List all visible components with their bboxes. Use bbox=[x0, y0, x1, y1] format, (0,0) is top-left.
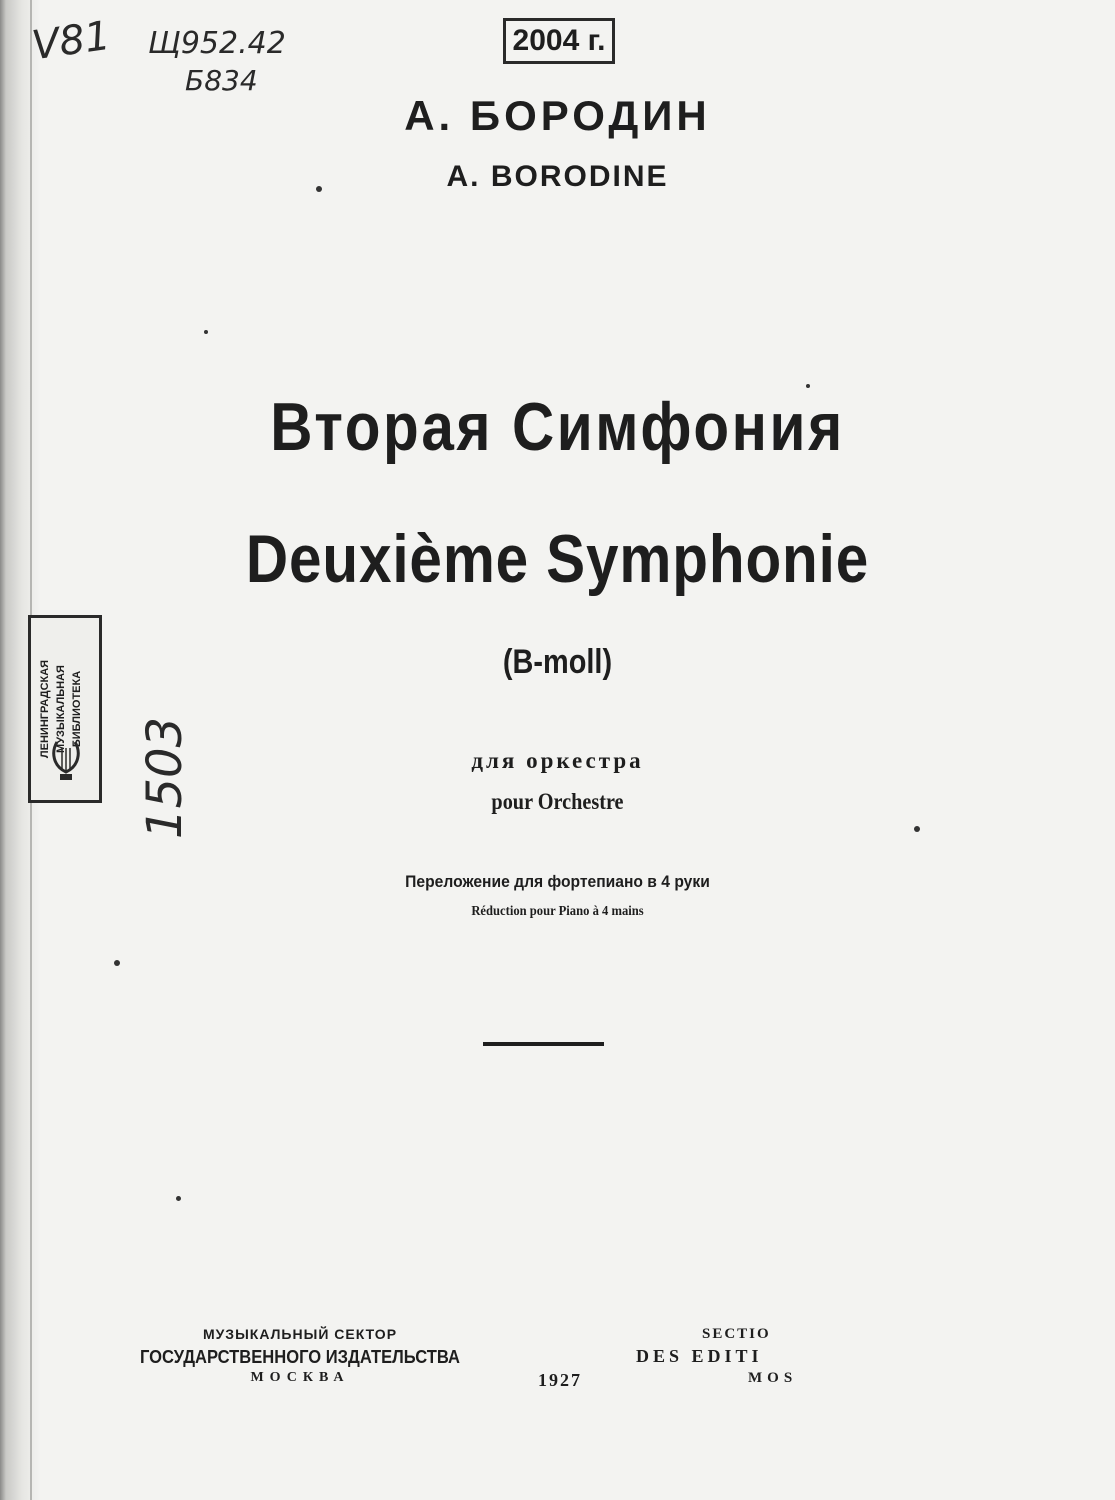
publisher-french-name: DES EDITI bbox=[636, 1346, 763, 1366]
paper-speck bbox=[806, 384, 810, 388]
torn-corner bbox=[788, 1290, 1115, 1500]
publisher-line: МУЗЫКАЛЬНЫЙ СЕКТОР bbox=[202, 1326, 398, 1342]
author-name-french: A. BORODINE bbox=[446, 160, 669, 193]
arrangement-french: Réduction pour Piano à 4 mains bbox=[471, 904, 644, 919]
handwritten-mark: V81 bbox=[29, 12, 114, 70]
key-signature: (B-moll) bbox=[502, 643, 613, 681]
paper-speck bbox=[914, 826, 920, 832]
library-stamp-line: БИБЛИОТЕКА bbox=[71, 670, 83, 748]
orchestration-russian: для оркестра bbox=[471, 748, 644, 773]
divider-rule bbox=[483, 1042, 604, 1046]
orchestration-french: pour Orchestre bbox=[491, 789, 624, 814]
arrangement-russian: Переложение для фортепиано в 4 руки bbox=[405, 872, 710, 891]
handwritten-shelf-mark: Щ952.42 bbox=[148, 26, 286, 61]
library-stamp-line: МУЗЫКАЛЬНАЯ bbox=[55, 665, 67, 753]
year-stamp: 2004 г. bbox=[503, 18, 615, 64]
paper-speck bbox=[316, 186, 322, 192]
publisher-name: ГОСУДАРСТВЕННОГО ИЗДАТЕЛЬСТВА bbox=[139, 1347, 460, 1367]
paper-speck bbox=[114, 960, 120, 966]
title-french: Deuxième Symphonie bbox=[245, 521, 870, 597]
paper-speck bbox=[176, 1196, 181, 1201]
publication-year: 1927 bbox=[538, 1370, 582, 1390]
publisher-french-line: SECTIO bbox=[702, 1326, 771, 1342]
library-stamp bbox=[28, 615, 102, 803]
handwritten-shelf-mark-2: Б834 bbox=[185, 64, 258, 97]
title-russian: Вторая Симфония bbox=[270, 389, 845, 465]
library-stamp-line: ЛЕНИНГРАДСКАЯ bbox=[39, 659, 51, 759]
handwritten-number: 1503 bbox=[137, 716, 194, 840]
author-name-russian: А. БОРОДИН bbox=[404, 92, 711, 139]
paper-speck bbox=[204, 330, 208, 334]
publisher-french-city: MOS bbox=[748, 1370, 798, 1386]
publisher-city: МОСКВА bbox=[250, 1370, 350, 1385]
